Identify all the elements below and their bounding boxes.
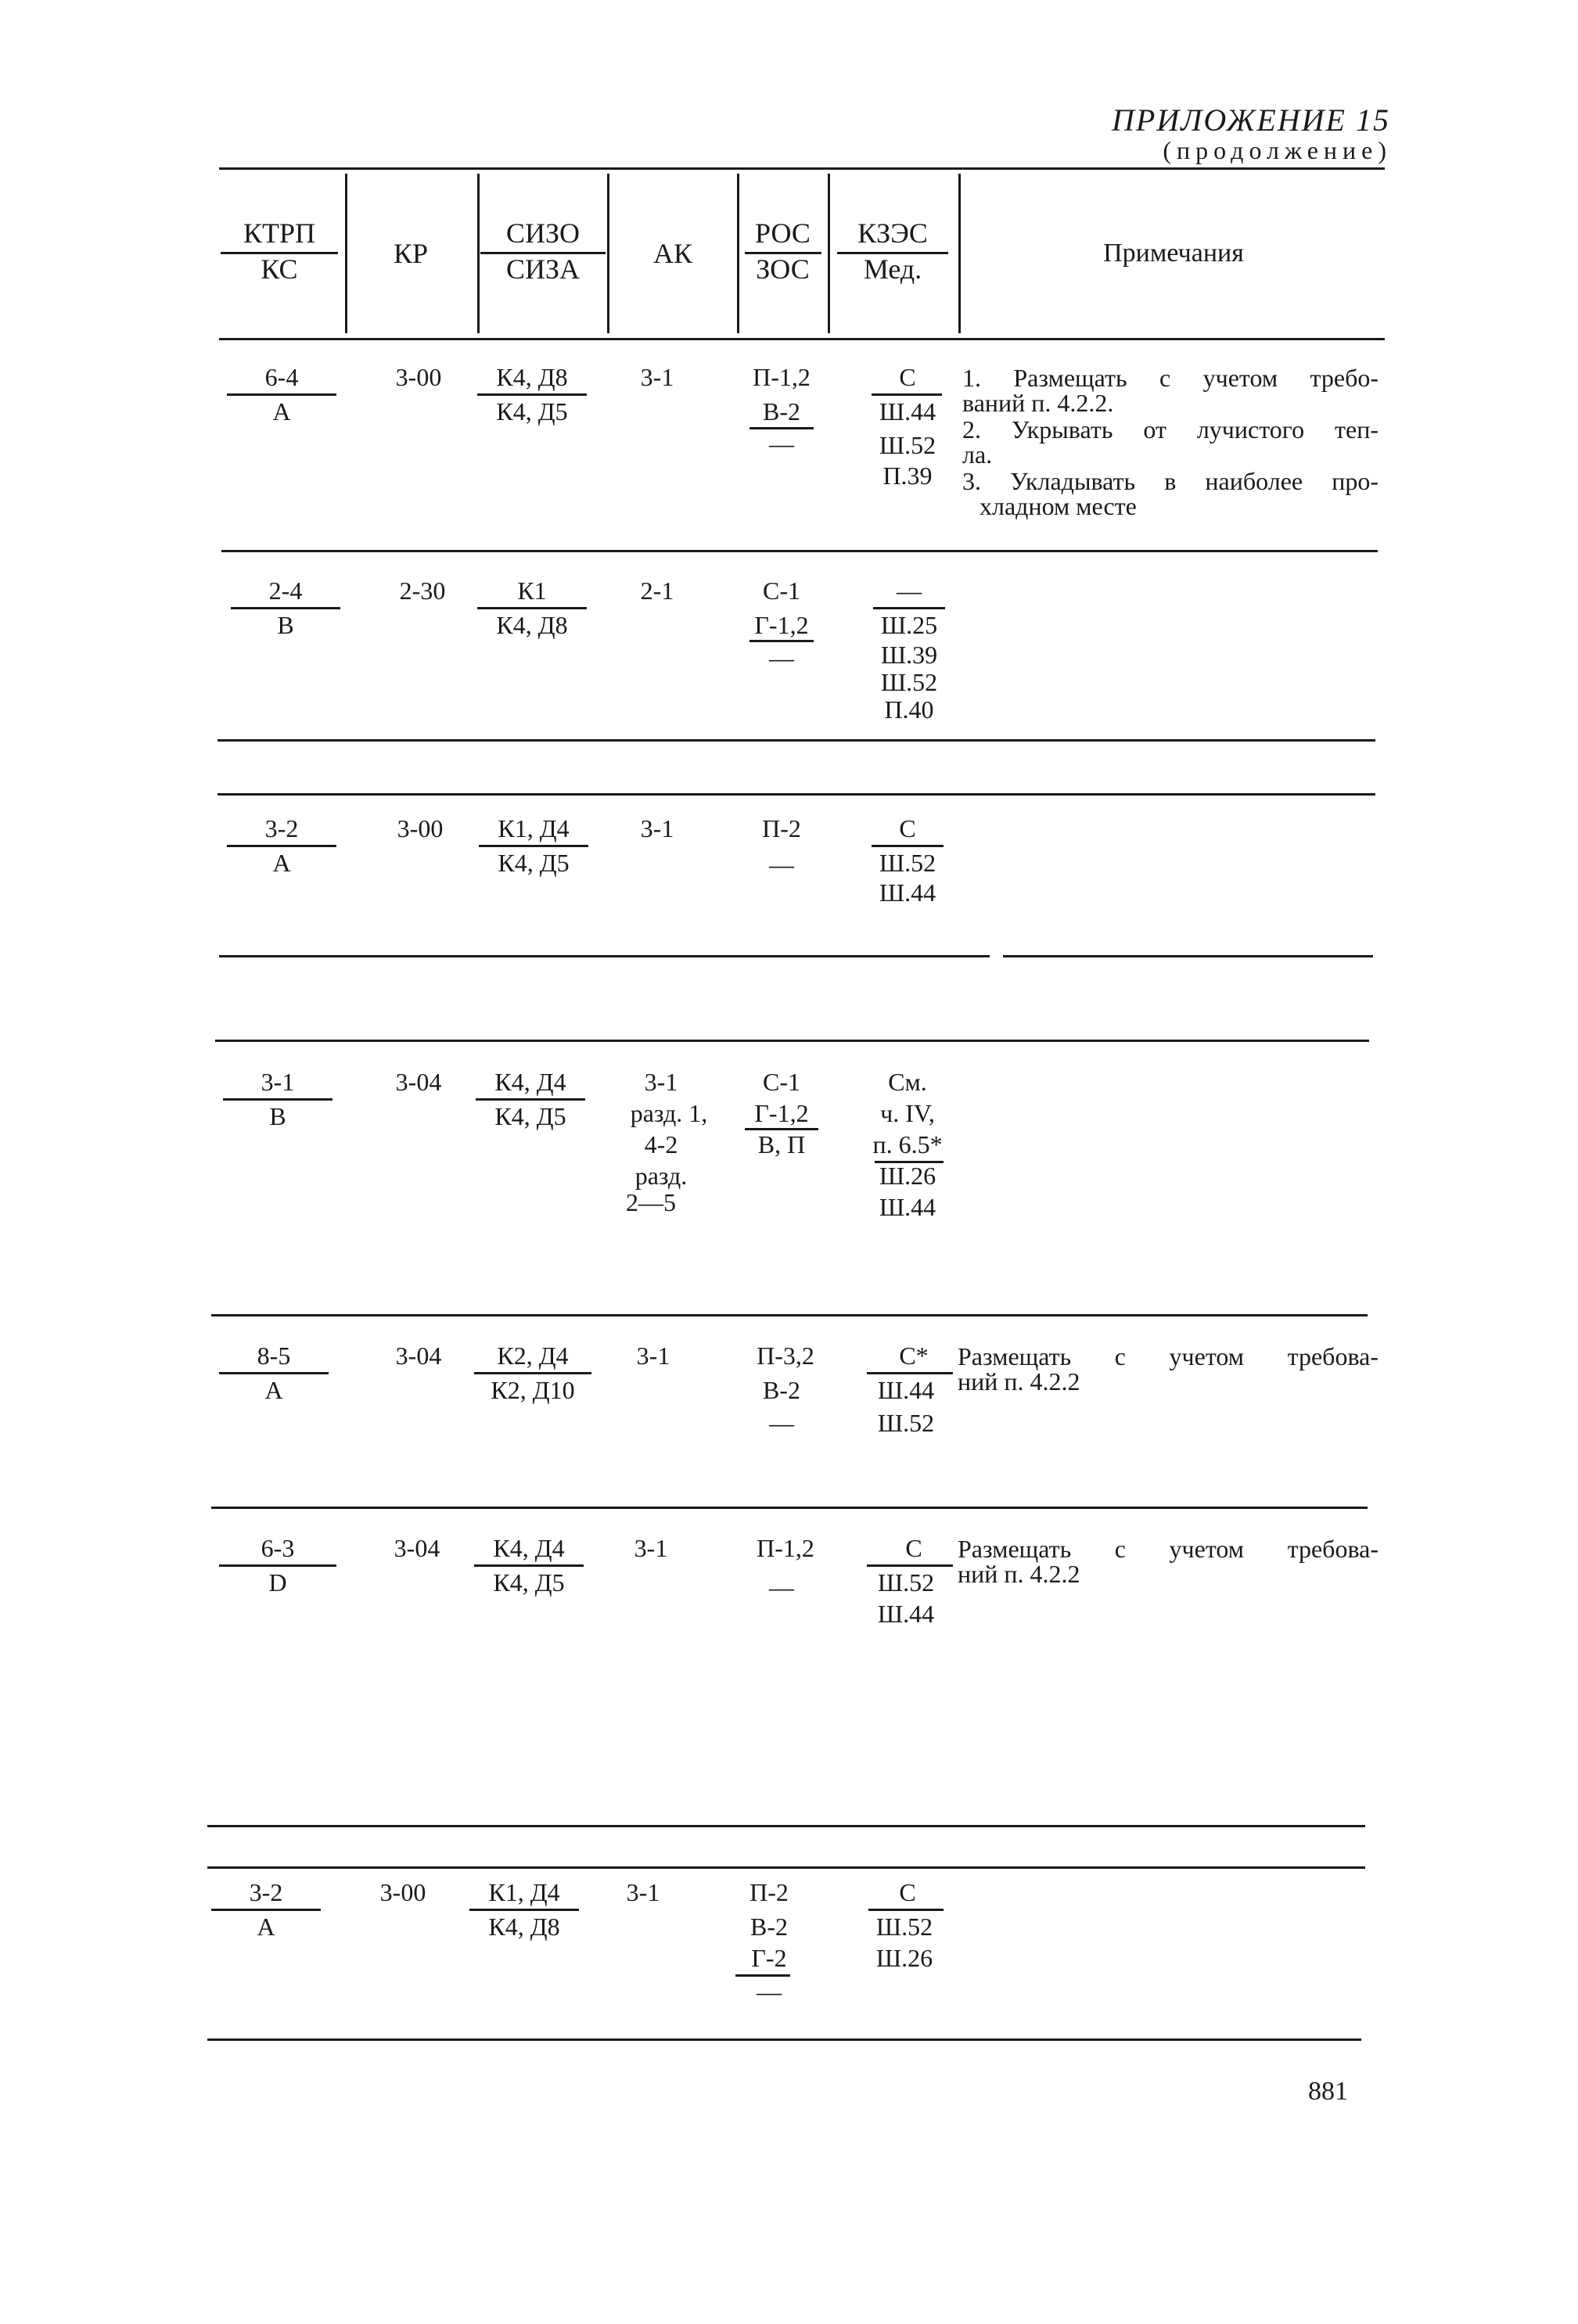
cell-sizo: К2, Д4 — [497, 1342, 569, 1370]
notes-line: хладном месте — [980, 492, 1137, 520]
ktrp-fraction — [219, 1372, 329, 1374]
header-med: Мед. — [863, 253, 922, 285]
header-kr: КР — [393, 238, 429, 269]
cell-zos: — — [757, 1977, 782, 2006]
cell-med: Ш.26 — [879, 1162, 936, 1190]
cell-sizo: К4, Д4 — [493, 1534, 565, 1562]
cell-ros: П-2 — [749, 1878, 789, 1906]
cell-med: Ш.44 — [879, 878, 936, 907]
cell-sizo: К4, Д8 — [496, 363, 568, 391]
cell-kzes: С — [905, 1534, 922, 1562]
kzes-fraction — [872, 845, 944, 847]
cell-zos: — — [769, 429, 794, 458]
notes-line: ваний п. 4.2.2. — [962, 389, 1114, 417]
cell-med: П.39 — [882, 462, 933, 490]
kzes-fraction — [867, 1564, 953, 1567]
cell-ros: В-2 — [763, 1376, 800, 1404]
cell-ak: 3-1 — [636, 1342, 670, 1370]
cell-siza: К4, Д5 — [493, 1568, 565, 1597]
cell-siza: К4, Д5 — [496, 397, 568, 426]
header-ros: РОС — [755, 217, 811, 249]
appendix-title: ПРИЛОЖЕНИЕ 15 — [1112, 102, 1390, 138]
cell-med: Ш.44 — [877, 1376, 935, 1404]
sizo-fraction — [477, 393, 587, 396]
cell-siza: К4, Д8 — [496, 611, 568, 639]
sizo-fraction — [477, 607, 587, 609]
cell-ak: 3-1 — [640, 814, 674, 842]
row-separator — [207, 1866, 1365, 1869]
cell-med: Ш.44 — [879, 397, 936, 426]
cell-ak: 4-2 — [644, 1130, 678, 1158]
cell-ks: А — [257, 1913, 275, 1941]
col-divider-1 — [345, 174, 347, 333]
notes-line: Размещать с учетом требова- — [958, 1342, 1379, 1370]
header-zos: ЗОС — [756, 253, 810, 285]
appendix-subtitle: (продолжение) — [1163, 136, 1392, 164]
cell-ak: 2—5 — [626, 1188, 676, 1216]
cell-ros: П-3,2 — [757, 1342, 814, 1370]
cell-siza: К2, Д10 — [491, 1376, 575, 1404]
col-divider-5 — [828, 174, 830, 333]
cell-med: Ш.25 — [880, 611, 938, 639]
cell-kzes: С — [899, 363, 916, 391]
cell-med: Ш.52 — [879, 431, 936, 459]
notes-line: ний п. 4.2.2 — [958, 1560, 1080, 1588]
cell-med: Ш.52 — [877, 1409, 935, 1437]
cell-kzes: п. 6.5* — [872, 1130, 943, 1158]
header-kzes: КЗЭС — [857, 217, 928, 249]
cell-siza: К4, Д8 — [488, 1913, 560, 1941]
cell-ks: А — [264, 1376, 283, 1404]
cell-kr: 3-00 — [379, 1878, 426, 1906]
sizo-fraction — [479, 845, 588, 847]
kzes-fraction — [867, 1372, 953, 1374]
row-separator — [217, 739, 1375, 742]
row-separator — [217, 793, 1375, 796]
row-separator — [211, 1314, 1368, 1316]
ktrp-fraction — [227, 393, 336, 396]
cell-kr: 3-04 — [395, 1068, 442, 1096]
row-separator — [215, 1040, 1369, 1042]
kzes-fraction — [872, 393, 942, 396]
cell-ak: разд. 1, — [630, 1099, 708, 1127]
notes-line: ла. — [962, 440, 993, 469]
cell-zos: — — [769, 1573, 794, 1601]
row-separator — [221, 550, 1378, 552]
cell-ktrp: 8-5 — [257, 1342, 291, 1370]
cell-ak: 2-1 — [640, 577, 674, 605]
cell-ks: А — [272, 849, 291, 877]
cell-ktrp: 6-3 — [261, 1534, 295, 1562]
cell-kzes: См. — [888, 1068, 927, 1096]
cell-sizo: К1, Д4 — [498, 814, 570, 842]
cell-notes — [958, 1342, 1379, 1395]
ros-fraction — [749, 640, 814, 642]
cell-med: Ш.52 — [875, 1913, 933, 1941]
cell-ktrp: 3-1 — [261, 1068, 295, 1096]
cell-med: Ш.39 — [880, 641, 938, 669]
cell-ks: D — [268, 1568, 287, 1597]
page-number: 881 — [1308, 2077, 1348, 2106]
row-separator — [211, 1507, 1368, 1509]
header-top-rule — [219, 167, 1385, 170]
cell-zos: — — [769, 1409, 794, 1437]
header-notes: Примечания — [1103, 239, 1244, 268]
cell-med: Ш.26 — [875, 1944, 933, 1972]
cell-siza: К4, Д5 — [498, 849, 570, 877]
row-separator — [219, 955, 990, 957]
cell-kzes: С* — [899, 1342, 929, 1370]
sizo-fraction — [469, 1909, 579, 1911]
cell-ak: 3-1 — [640, 363, 674, 391]
cell-ks: В — [277, 611, 294, 639]
cell-med: Ш.52 — [879, 849, 936, 877]
cell-kzes: С — [899, 814, 916, 842]
cell-ktrp: 6-4 — [264, 363, 299, 391]
cell-kzes: ч. IV, — [880, 1099, 935, 1127]
cell-ros: С-1 — [763, 1068, 800, 1096]
cell-sizo: К1 — [517, 577, 547, 605]
cell-med: Ш.52 — [877, 1568, 935, 1597]
notes-line: ний п. 4.2.2 — [958, 1367, 1080, 1395]
cell-notes — [958, 1535, 1379, 1588]
sizo-fraction — [474, 1372, 591, 1374]
cell-med: Ш.44 — [879, 1193, 936, 1221]
sizo-fraction — [476, 1098, 585, 1101]
ktrp-fraction — [219, 1564, 336, 1567]
cell-zos: В, П — [757, 1130, 806, 1158]
cell-ks: В — [269, 1102, 286, 1130]
cell-ak: 3-1 — [626, 1878, 660, 1906]
cell-ros: П-2 — [762, 814, 801, 842]
cell-kr: 3-00 — [395, 363, 442, 391]
cell-kr: 3-04 — [394, 1534, 440, 1562]
cell-ros: Г-1,2 — [754, 611, 809, 639]
cell-ak: 3-1 — [634, 1534, 668, 1562]
col-divider-3 — [607, 174, 609, 333]
cell-kr: 3-04 — [395, 1342, 442, 1370]
cell-ros: В-2 — [750, 1913, 788, 1941]
col-divider-4 — [737, 174, 739, 333]
ktrp-fraction — [211, 1909, 321, 1911]
cell-ros: С-1 — [763, 577, 800, 605]
notes-line: Размещать с учетом требова- — [958, 1535, 1379, 1563]
cell-ros: Г-1,2 — [754, 1099, 809, 1127]
cell-ros: Г-2 — [751, 1944, 787, 1972]
cell-ros: П-1,2 — [757, 1534, 814, 1562]
ktrp-fraction — [223, 1098, 332, 1101]
ktrp-fraction — [227, 845, 336, 847]
cell-siza: К4, Д5 — [494, 1102, 566, 1130]
cell-ks: А — [272, 397, 291, 426]
cell-ak: разд. — [634, 1162, 688, 1190]
kzes-fraction — [868, 1909, 944, 1911]
cell-ktrp: 3-2 — [264, 814, 299, 842]
header-siza: СИЗА — [505, 253, 581, 285]
cell-zos: — — [769, 644, 794, 672]
cell-kzes: С — [899, 1878, 916, 1906]
cell-ros: П-1,2 — [753, 363, 811, 391]
ktrp-fraction — [231, 607, 340, 609]
row-separator — [1003, 955, 1373, 957]
cell-med: Ш.44 — [877, 1600, 935, 1628]
cell-med: П.40 — [884, 695, 934, 724]
sizo-fraction — [474, 1564, 584, 1567]
cell-kzes: — — [897, 577, 922, 605]
header-bottom-rule — [219, 338, 1385, 340]
header-ak: АК — [652, 238, 692, 269]
cell-notes — [962, 364, 1379, 520]
kzes-fraction — [873, 607, 945, 609]
cell-kr: 2-30 — [399, 577, 446, 605]
row-separator — [207, 2038, 1361, 2041]
cell-kr: 3-00 — [397, 814, 444, 842]
row-separator — [207, 1825, 1365, 1827]
col-divider-6 — [958, 174, 961, 333]
cell-ktrp: 3-2 — [249, 1878, 283, 1906]
col-divider-2 — [477, 174, 480, 333]
notes-line: 2. Укрывать от лучистого теп- — [962, 415, 1379, 444]
header-ktrp: КТРП — [243, 217, 316, 249]
notes-line: 1. Размещать с учетом требо- — [962, 364, 1379, 392]
cell-zos: — — [769, 850, 794, 878]
cell-med: Ш.52 — [880, 668, 938, 696]
notes-line: 3. Укладывать в наиболее про- — [962, 467, 1379, 495]
cell-ktrp: 2-4 — [268, 577, 303, 605]
header-ks: КС — [261, 253, 298, 285]
cell-ak: 3-1 — [644, 1068, 678, 1096]
header-sizo: СИЗО — [505, 217, 581, 249]
cell-sizo: К4, Д4 — [494, 1068, 566, 1096]
cell-sizo: К1, Д4 — [488, 1878, 560, 1906]
cell-ros: В-2 — [763, 397, 800, 426]
